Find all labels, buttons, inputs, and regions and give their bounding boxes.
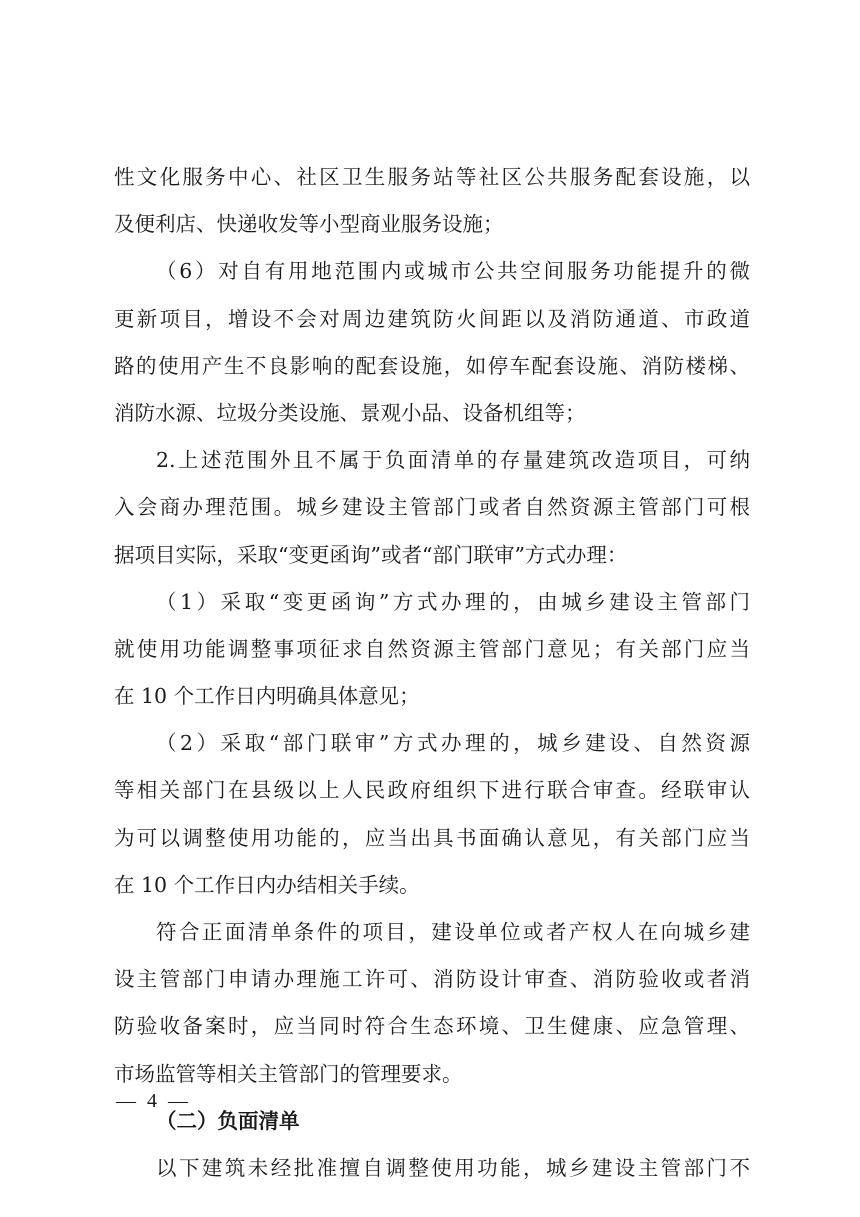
text-line: 为可以调整使用功能的，应当出具书面确认意见，有关部门应当 <box>114 825 750 850</box>
text-line: 市场监管等相关主管部门的管理要求。 <box>114 1061 463 1086</box>
text-line: 在 10 个工作日内明确具体意见； <box>114 684 420 709</box>
text-line: 在 10 个工作日内办结相关手续。 <box>114 872 420 897</box>
text-line: 设主管部门申请办理施工许可、消防设计审查、消防验收或者消 <box>114 967 750 992</box>
page-number: — 4 — <box>116 1090 191 1112</box>
text-line: 路的使用产生不良影响的配套设施，如停车配套设施、消防楼梯、 <box>114 353 750 378</box>
text-line: 以下建筑未经批准擅自调整使用功能，城乡建设主管部门不 <box>156 1155 750 1180</box>
text-line: 性文化服务中心、社区卫生服务站等社区公共服务配套设施，以 <box>114 165 750 189</box>
text-line: 入会商办理范围。城乡建设主管部门或者自然资源主管部门可根 <box>114 495 750 520</box>
text-line: 及便利店、快递收发等小型商业服务设施； <box>114 212 504 237</box>
text-line: （1）采取“变更函询”方式办理的，由城乡建设主管部门 <box>156 589 750 614</box>
text-line: 消防水源、垃圾分类设施、景观小品、设备机组等； <box>114 400 586 425</box>
text-line: 等相关部门在县级以上人民政府组织下进行联合审查。经联审认 <box>114 778 750 803</box>
text-line: 防验收备案时，应当同时符合生态环境、卫生健康、应急管理、 <box>114 1014 750 1039</box>
text-line: （6）对自有用地范围内或城市公共空间服务功能提升的微 <box>156 259 750 284</box>
text-line: 就使用功能调整事项征求自然资源主管部门意见；有关部门应当 <box>114 636 750 661</box>
text-line: （2）采取“部门联审”方式办理的，城乡建设、自然资源 <box>156 731 750 756</box>
body-text <box>114 154 750 1192</box>
text-line: 更新项目，增设不会对周边建筑防火间距以及消防通道、市政道 <box>114 306 750 331</box>
section-heading: （二）负面清单 <box>156 1108 300 1133</box>
text-line: 符合正面清单条件的项目，建设单位或者产权人在向城乡建 <box>156 920 750 944</box>
text-line: 2.上述范围外且不属于负面清单的存量建筑改造项目，可纳 <box>156 448 750 473</box>
text-line: 据项目实际，采取“变更函询”或者“部门联审”方式办理： <box>114 542 628 567</box>
